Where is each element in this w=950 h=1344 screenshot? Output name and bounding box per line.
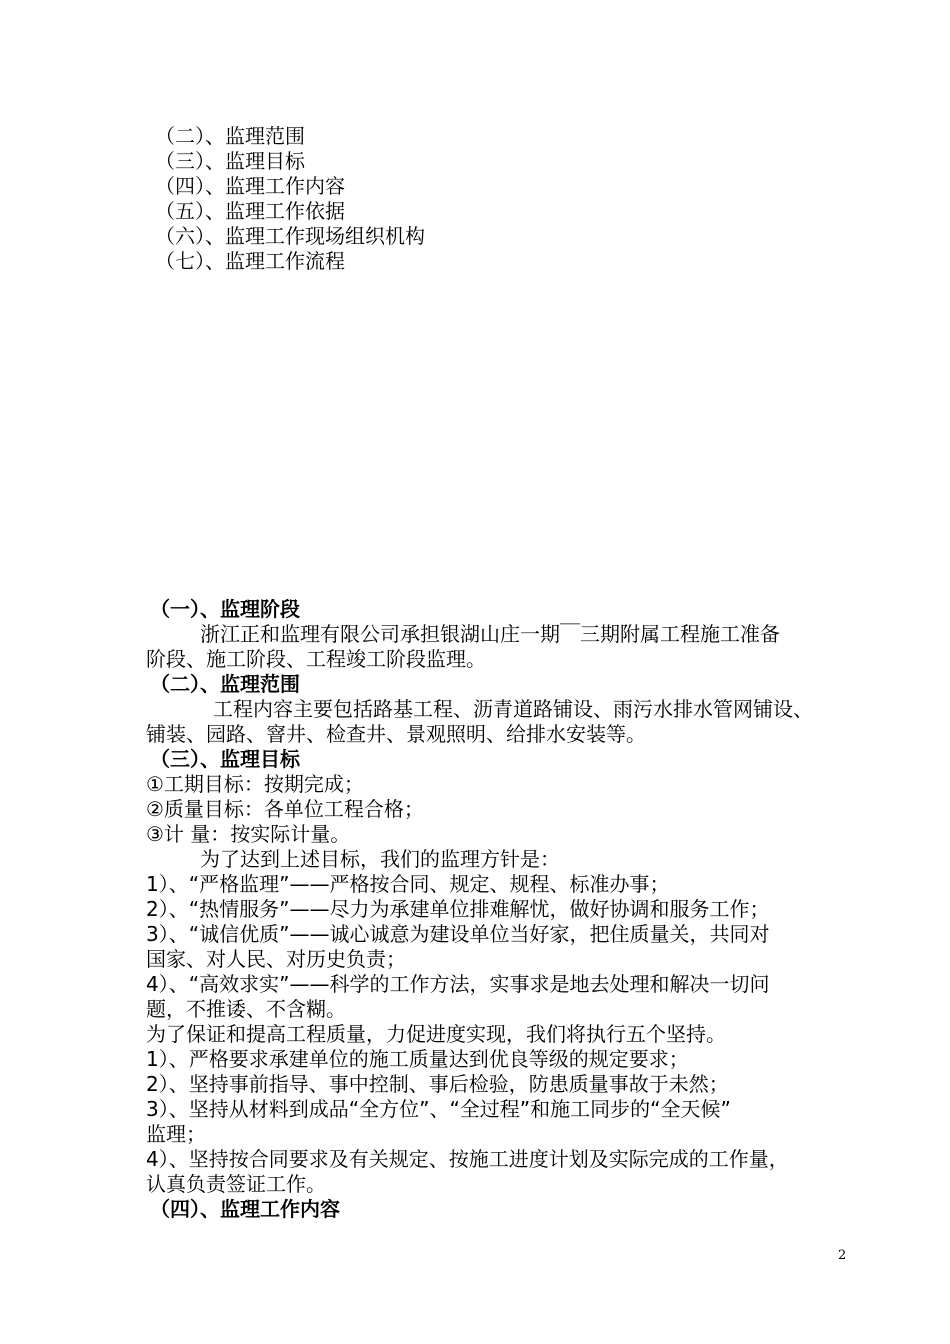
paragraph-line: 4）、坚持按合同要求及有关规定、按施工进度计划及实际完成的工作量，: [146, 1147, 789, 1171]
paragraph-line: 题，不推诿、不含糊。: [146, 997, 346, 1021]
toc-item: （七）、监理工作流程: [155, 249, 345, 273]
paragraph-line: ③计 量：按实际计量。: [146, 822, 351, 846]
paragraph-line: ①工期目标：按期完成；: [146, 772, 364, 796]
page-number: 2: [838, 1248, 847, 1263]
paragraph-line: 阶段、施工阶段、工程竣工阶段监理。: [146, 647, 486, 671]
paragraph-line: 3）、“诚信优质”——诚心诚意为建设单位当好家，把住质量关，共同对: [146, 922, 770, 946]
section-heading: （一）、监理阶段: [150, 597, 300, 621]
toc-item: （五）、监理工作依据: [155, 199, 345, 223]
paragraph-line: 认真负责签证工作。: [146, 1172, 326, 1196]
toc-item: （六）、监理工作现场组织机构: [155, 224, 425, 248]
section-heading: （二）、监理范围: [150, 672, 300, 696]
paragraph-line: 1）、严格要求承建单位的施工质量达到优良等级的规定要求；: [146, 1047, 689, 1071]
paragraph-line: 1）、“严格监理”——严格按合同、规定、规程、标准办事；: [146, 872, 670, 896]
paragraph-line: 4）、“高效求实”——科学的工作方法，实事求是地去处理和解决一切问: [146, 972, 770, 996]
paragraph-line: 铺装、园路、窨井、检查井、景观照明、给排水安装等。: [146, 722, 646, 746]
toc-item: （三）、监理目标: [155, 149, 305, 173]
toc-item: （四）、监理工作内容: [155, 174, 345, 198]
paragraph-line: 监理；: [146, 1122, 206, 1146]
paragraph-line: 浙江正和监理有限公司承担银湖山庄一期￣三期附属工程施工准备: [200, 622, 780, 646]
paragraph-line: ②质量目标：各单位工程合格；: [146, 797, 424, 821]
paragraph-line: 3）、坚持从材料到成品“全方位”、“全过程”和施工同步的“全天候”: [146, 1097, 731, 1121]
paragraph-line: 为了达到上述目标，我们的监理方针是：: [200, 847, 560, 871]
paragraph-line: 2）、“热情服务”——尽力为承建单位排难解忧，做好协调和服务工作；: [146, 897, 770, 921]
section-heading: （三）、监理目标: [150, 747, 300, 771]
paragraph-line: 国家、对人民、对历史负责；: [146, 947, 406, 971]
section-heading: （四）、监理工作内容: [150, 1197, 340, 1221]
toc-item: （二）、监理范围: [155, 124, 305, 148]
paragraph-line: 工程内容主要包括路基工程、沥青道路铺设、雨污水排水管网铺设、: [213, 697, 813, 721]
paragraph-line: 为了保证和提高工程质量，力促进度实现，我们将执行五个坚持。: [146, 1022, 726, 1046]
paragraph-line: 2）、坚持事前指导、事中控制、事后检验，防患质量事故于未然；: [146, 1072, 729, 1096]
